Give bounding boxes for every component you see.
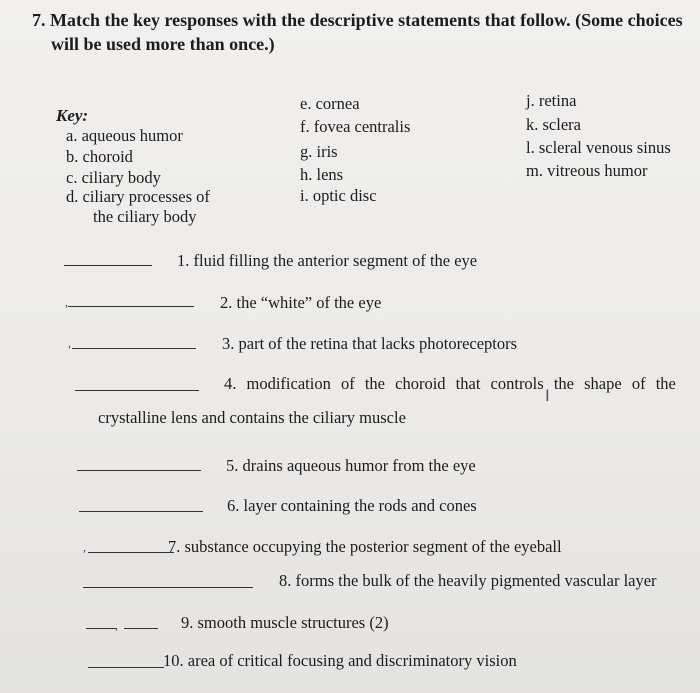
pen-mark: , xyxy=(68,336,71,350)
answer-blank-2[interactable] xyxy=(68,306,194,307)
statement-8: 8. forms the bulk of the heavily pigmented vascular layer xyxy=(279,571,657,590)
key-item-j: j. retina xyxy=(526,91,577,110)
pen-mark: , xyxy=(83,540,86,554)
answer-blank-8[interactable] xyxy=(83,587,253,588)
statement-2: 2. the “white” of the eye xyxy=(220,293,382,312)
key-item-b: b. choroid xyxy=(66,147,133,166)
answer-blank-6[interactable] xyxy=(79,511,203,512)
answer-blank-5[interactable] xyxy=(77,470,201,471)
key-item-i: i. optic disc xyxy=(300,186,377,205)
text-cursor-icon: I xyxy=(545,386,550,405)
key-item-c: c. ciliary body xyxy=(66,168,161,187)
pen-mark: , xyxy=(115,618,118,632)
statement-5: 5. drains aqueous humor from the eye xyxy=(226,456,476,475)
statement-10: 10. area of critical focusing and discriminatory vision xyxy=(163,651,517,670)
key-item-g: g. iris xyxy=(300,142,338,161)
key-item-m: m. vitreous humor xyxy=(526,161,648,180)
key-label: Key: xyxy=(56,106,89,125)
pen-mark: , xyxy=(65,295,68,309)
statement-4-line-1: 4. modification of the choroid that controls the shape of the xyxy=(224,374,676,393)
key-item-e: e. cornea xyxy=(300,94,360,113)
question-title-line-1: 7. Match the key responses with the descriptive statements that follow. (Some choices xyxy=(32,10,683,30)
key-item-k: k. sclera xyxy=(526,115,581,134)
key-item-l: l. scleral venous sinus xyxy=(526,138,671,157)
key-item-h: h. lens xyxy=(300,165,344,184)
question-title-line-2: will be used more than once.) xyxy=(51,34,275,54)
statement-6: 6. layer containing the rods and cones xyxy=(227,496,477,515)
key-item-f: f. fovea centralis xyxy=(300,117,411,136)
statement-1: 1. fluid filling the anterior segment of the eye xyxy=(177,251,478,270)
answer-blank-4[interactable] xyxy=(75,390,199,391)
statement-9: 9. smooth muscle structures (2) xyxy=(181,613,389,632)
key-item-d: d. ciliary processes of xyxy=(66,187,210,206)
answer-blank-9b[interactable] xyxy=(124,628,158,629)
answer-blank-7[interactable] xyxy=(88,552,174,553)
answer-blank-9a[interactable] xyxy=(86,628,116,629)
answer-blank-3[interactable] xyxy=(72,348,196,349)
statement-3: 3. part of the retina that lacks photoreceptors xyxy=(222,334,518,353)
statement-4-line-2: crystalline lens and contains the ciliary muscle xyxy=(98,408,406,427)
statement-7: 7. substance occupying the posterior segment of the eyeball xyxy=(168,537,562,556)
key-item-d-continuation: the ciliary body xyxy=(93,207,197,226)
key-item-a: a. aqueous humor xyxy=(66,126,183,145)
answer-blank-1[interactable] xyxy=(64,265,152,266)
question-title xyxy=(32,8,683,56)
answer-blank-10[interactable] xyxy=(88,667,164,668)
